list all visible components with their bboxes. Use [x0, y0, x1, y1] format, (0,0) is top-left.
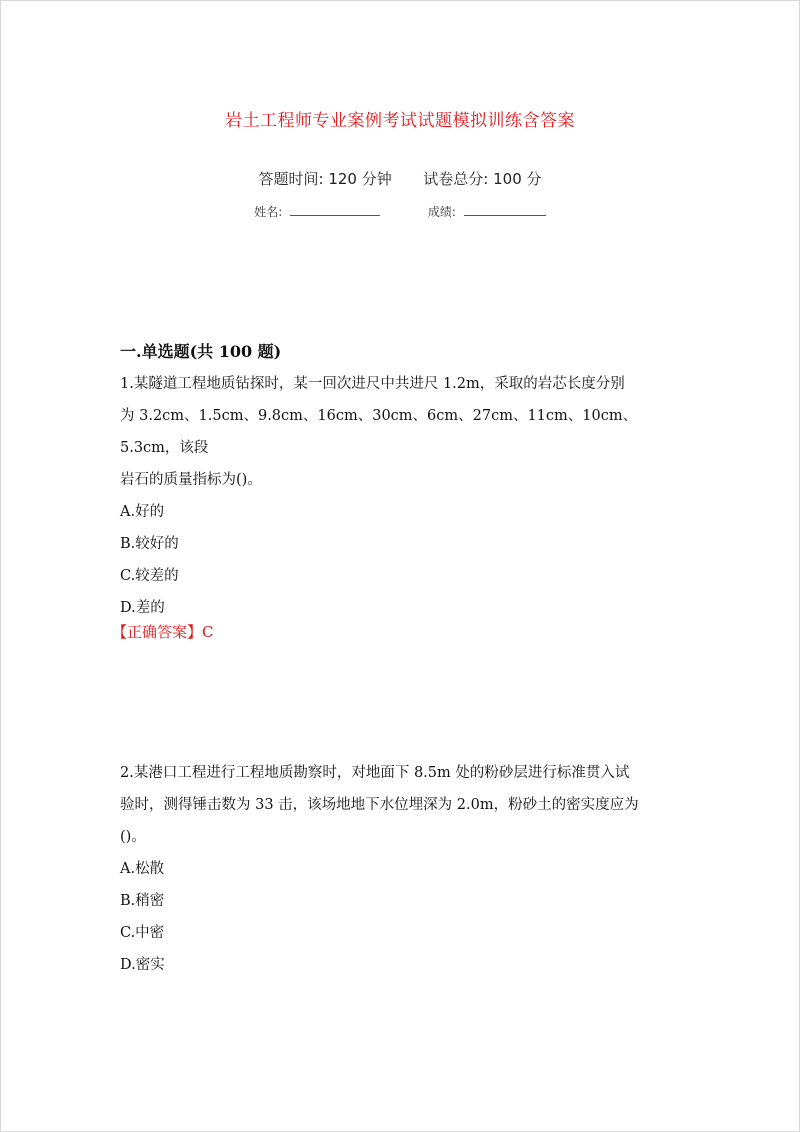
question-2-option-b: B.稍密 — [120, 893, 165, 909]
question-2-option-a: A.松散 — [120, 861, 165, 877]
score-label: 成绩: — [427, 205, 456, 219]
question-2-option-c: C.中密 — [120, 925, 165, 941]
document-title: 岩土工程师专业案例考试试题模拟训练含答案 — [225, 111, 575, 131]
question-1-option-a: A.好的 — [120, 504, 165, 520]
question-2-option-d: D.密实 — [120, 957, 165, 973]
question-1 — [120, 368, 692, 624]
time-value: 120 分钟 — [328, 170, 392, 188]
answer-label: 【正确答案】 — [112, 623, 203, 641]
score-blank-line[interactable] — [464, 205, 546, 216]
question-1-option-b: B.较好的 — [120, 536, 179, 552]
total-score-value: 100 分 — [493, 170, 542, 188]
question-2-line-1: 2.某港口工程进行工程地质勘察时，对地面下 8.5m 处的粉砂层进行标准贯入试 — [120, 765, 630, 781]
question-1-answer — [112, 621, 214, 642]
question-2 — [120, 757, 692, 981]
question-1-line-1: 1.某隧道工程地质钻探时，某一回次进尺中共进尺 1.2m，采取的岩芯长度分别 — [120, 376, 625, 392]
question-1-line-2: 为 3.2cm、1.5cm、9.8cm、16cm、30cm、6cm、27cm、11cm、10cm、5.3cm，该段 — [120, 408, 638, 456]
question-1-option-d: D.差的 — [120, 600, 165, 616]
section-heading: 一.单选题(共 100 题) — [120, 342, 282, 361]
student-info — [0, 203, 800, 220]
question-1-line-3: 岩石的质量指标为()。 — [120, 472, 262, 488]
time-label: 答题时间: — [258, 170, 324, 188]
name-label: 姓名: — [254, 205, 283, 219]
answer-value: C — [202, 623, 214, 641]
question-2-line-3: ()。 — [120, 829, 146, 845]
question-2-line-2: 验时，测得锤击数为 33 击，该场地地下水位埋深为 2.0m，粉砂土的密实度应为 — [120, 797, 639, 813]
question-1-option-c: C.较差的 — [120, 568, 179, 584]
exam-info — [0, 168, 800, 189]
name-blank-line[interactable] — [290, 205, 380, 216]
total-score-label: 试卷总分: — [423, 170, 489, 188]
